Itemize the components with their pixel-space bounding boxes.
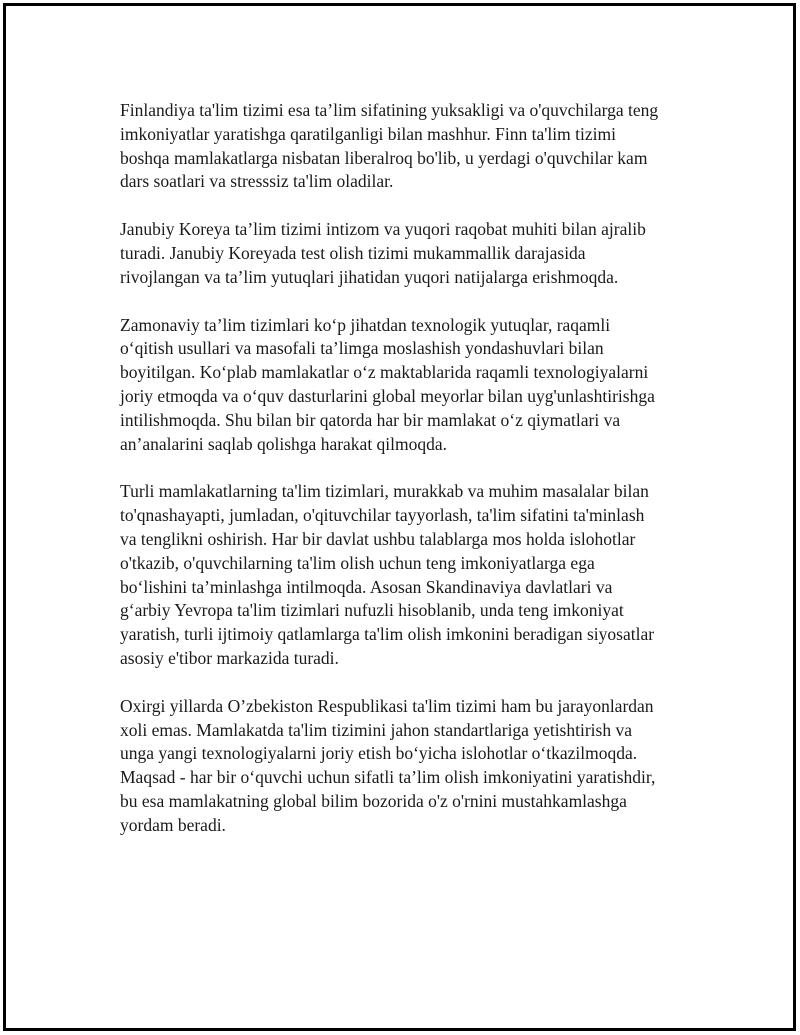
- text-line: xoli emas. Mamlakatda ta'lim tizimini jahon standartlariga yetishtirish va: [120, 719, 632, 740]
- text-line: to'qnashayapti, jumladan, o'qituvchilar tayyorlash, ta'lim sifatini ta'minlash: [120, 505, 645, 526]
- text-line: rivojlangan va ta’lim yutuqlari jihatidan yuqori natijalarga erishmoqda.: [120, 266, 619, 287]
- paragraph-various-countries: [120, 480, 700, 670]
- text-line: dars soatlari va stresssiz ta'lim oladilar.: [120, 171, 394, 192]
- text-line: bu esa mamlakatning global bilim bozorida o'z o'rnini mustahkamlashga: [120, 790, 627, 811]
- text-line: imkoniyatlar yaratishga qaratilganligi bilan mashhur. Finn ta'lim tizimi: [120, 123, 616, 144]
- text-line: boshqa mamlakatlarga nisbatan liberalroq bo'lib, u yerdagi o'quvchilar kam: [120, 147, 648, 168]
- text-line: yordam beradi.: [120, 814, 226, 835]
- text-line: o‘qitish usullari va masofali ta’limga moslashish yondashuvlari bilan: [120, 338, 604, 359]
- text-line: Zamonaviy ta’lim tizimlari ko‘p jihatdan texnologik yutuqlar, raqamli: [120, 314, 611, 335]
- text-line: unga yangi texnologiyalarni joriy etish bo‘yicha islohotlar o‘tkazilmoqda.: [120, 743, 638, 764]
- text-line: Turli mamlakatlarning ta'lim tizimlari, murakkab va muhim masalalar bilan: [120, 481, 649, 502]
- page-frame: [4, 4, 795, 1030]
- text-line: Oxirgi yillarda O’zbekiston Respublikasi ta'lim tizimi ham bu jarayonlardan: [120, 695, 654, 716]
- text-line: o'tkazib, o'quvchilarning ta'lim olish uchun teng imkoniyatlarga ega: [120, 552, 595, 573]
- text-line: intilishmoqda. Shu bilan bir qatorda har bir mamlakat o‘z qiymatlari va: [120, 409, 621, 430]
- document-body: [120, 99, 700, 862]
- text-line: Janubiy Koreya ta’lim tizimi intizom va yuqori raqobat muhiti bilan ajralib: [120, 219, 646, 240]
- paragraph-finland: [120, 99, 700, 194]
- text-line: joriy etmoqda va o‘quv dasturlarini global meyorlar bilan uyg'unlashtirishga: [120, 385, 655, 406]
- text-line: boyitilgan. Ko‘plab mamlakatlar o‘z maktablarida raqamli texnologiyalarni: [120, 362, 649, 383]
- text-line: turadi. Janubiy Koreyada test olish tizimi mukammallik darajasida: [120, 242, 586, 263]
- paragraph-uzbekistan: [120, 695, 700, 838]
- text-line: yaratish, turli ijtimoiy qatlamlarga ta'lim olish imkonini beradigan siyosatlar: [120, 624, 655, 645]
- text-line: asosiy e'tibor markazida turadi.: [120, 647, 339, 668]
- text-line: bo‘lishini ta’minlashga intilmoqda. Asosan Skandinaviya davlatlari va: [120, 576, 613, 597]
- text-line: an’analarini saqlab qolishga harakat qilmoqda.: [120, 433, 448, 454]
- paragraph-modern-systems: [120, 314, 700, 457]
- paragraph-south-korea: [120, 218, 700, 289]
- text-line: Maqsad - har bir o‘quvchi uchun sifatli ta’lim olish imkoniyatini yaratishdir,: [120, 767, 656, 788]
- text-line: g‘arbiy Yevropa ta'lim tizimlari nufuzli hisoblanib, unda teng imkoniyat: [120, 600, 624, 621]
- text-line: va tenglikni oshirish. Har bir davlat ushbu talablarga mos holda islohotlar: [120, 528, 636, 549]
- text-line: Finlandiya ta'lim tizimi esa ta’lim sifatining yuksakligi va o'quvchilarga teng: [120, 100, 659, 120]
